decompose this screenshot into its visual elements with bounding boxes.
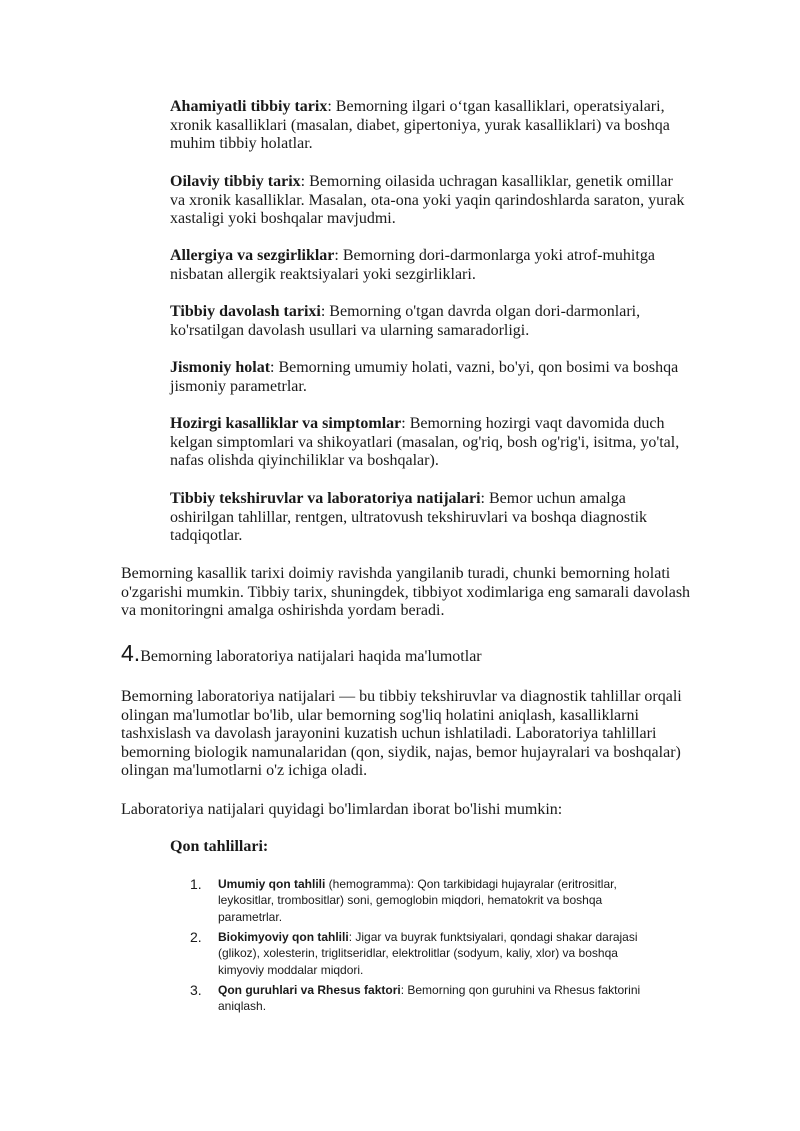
list-text: (hemogramma): Qon tarkibidagi hujayralar (eritrositlar, leykositlar, trombositlar) soni, gemoglobin miqdori, hematokrit va boshqa parametrlar. xyxy=(218,877,617,924)
item-paragraph xyxy=(170,173,690,229)
item-paragraph xyxy=(170,490,690,546)
item-text: : Bemorning hozirgi vaqt davomida duch kelgan simptomlari va shikoyatlari (masalan, og'riq, bosh og'rig'i, isitma, yo'tal, nafas olishda qiyinchiliklar va boshqalar). xyxy=(170,415,680,470)
item-text: : Bemorning o'tgan davrda olgan dori-darmonlari, ko'rsatilgan davolash usullari va ularning samaradorligi. xyxy=(170,303,641,339)
list-number: 3. xyxy=(190,982,202,998)
list-text: : Bemorning qon guruhini va Rhesus faktorini aniqlash. xyxy=(218,983,641,1014)
list-number: 1. xyxy=(190,876,202,892)
item-paragraph xyxy=(170,247,690,284)
section-heading xyxy=(121,640,721,668)
list-content xyxy=(218,929,650,978)
item-text: : Bemorning ilgari o‘tgan kasalliklari, operatsiyalari, xronik kasalliklari (masalan, diabet, gipertoniya, yurak kasalliklari) va boshqa muhim tibbiy holatlar. xyxy=(170,98,670,153)
section-number: 4. xyxy=(121,640,141,666)
list-term: Biokimyoviy qon tahlili xyxy=(218,930,349,944)
item-paragraph xyxy=(170,303,690,340)
list-content xyxy=(218,982,650,1015)
item-text: : Bemorning umumiy holati, vazni, bo'yi, qon bosimi va boshqa jismoniy parametrlar. xyxy=(170,359,679,395)
lead-paragraph: Laboratoriya natijalari quyidagi bo'limlardan iborat bo'lishi mumkin: xyxy=(121,801,563,818)
list-number: 2. xyxy=(190,929,202,945)
item-text: : Bemorning dori-darmonlarga yoki atrof-muhitga nisbatan allergik reaktsiyalari yoki sezgirliklari. xyxy=(170,247,655,283)
list-content xyxy=(218,876,650,925)
section-title: Bemorning laboratoriya natijalari haqida ma'lumotlar xyxy=(140,648,482,665)
item-paragraph xyxy=(170,98,690,154)
item-paragraph xyxy=(170,415,690,471)
item-term: Jismoniy holat xyxy=(170,359,271,376)
item-term: Oilaviy tibbiy tarix xyxy=(170,173,301,190)
item-text: : Bemor uchun amalga oshirilgan tahlillar, rentgen, ultratovush tekshiruvlari va boshqa diagnostik tadqiqotlar. xyxy=(170,490,648,545)
item-term: Tibbiy davolash tarixi xyxy=(170,303,321,320)
intro-paragraph: Bemorning laboratoriya natijalari — bu tibbiy tekshiruvlar va diagnostik tahlillar orqali olingan ma'lumotlar bo'lib, ular bemorning sog'liq holatini aniqlash, kasalliklarni tashxislash va davolash jarayonini kuzatish uchun ishlatiladi. Laboratoriya tahlillari bemorning biologik namunalaridan (qon, siydik, najas, bemor hujayralari va boshqalar) olingan ma'lumotlarni o'z ichiga oladi. xyxy=(121,688,682,780)
summary-paragraph: Bemorning kasallik tarixi doimiy ravishda yangilanib turadi, chunki bemorning holati o'zgarishi mumkin. Tibbiy tarix, shuningdek, tibbiyot xodimlariga eng samarali davolash va monitoringni amalga oshirishda yordam beradi. xyxy=(121,565,691,620)
item-text: : Bemorning oilasida uchragan kasalliklar, genetik omillar va xronik kasalliklar. Masalan, ota-ona yoki yaqin qarindoshlarda saraton, yurak xastaligi yoki boshqalar mavjudmi. xyxy=(170,173,685,228)
list-term: Umumiy qon tahlili xyxy=(218,877,326,891)
list-text: : Jigar va buyrak funktsiyalari, qondagi shakar darajasi (glikoz), xolesterin, triglitseridlar, elektrolitlar (sodyum, kaliy, xlor) va boshqa kimyoviy moddalar miqdori. xyxy=(218,930,638,977)
item-paragraph xyxy=(170,359,690,396)
subsection-heading: Qon tahlillari: xyxy=(170,838,269,855)
item-term: Tibbiy tekshiruvlar va laboratoriya natijalari xyxy=(170,490,481,507)
list-term: Qon guruhlari va Rhesus faktori xyxy=(218,983,401,997)
item-term: Ahamiyatli tibbiy tarix xyxy=(170,98,328,115)
item-term: Allergiya va sezgirliklar xyxy=(170,247,335,264)
item-term: Hozirgi kasalliklar va simptomlar xyxy=(170,415,402,432)
